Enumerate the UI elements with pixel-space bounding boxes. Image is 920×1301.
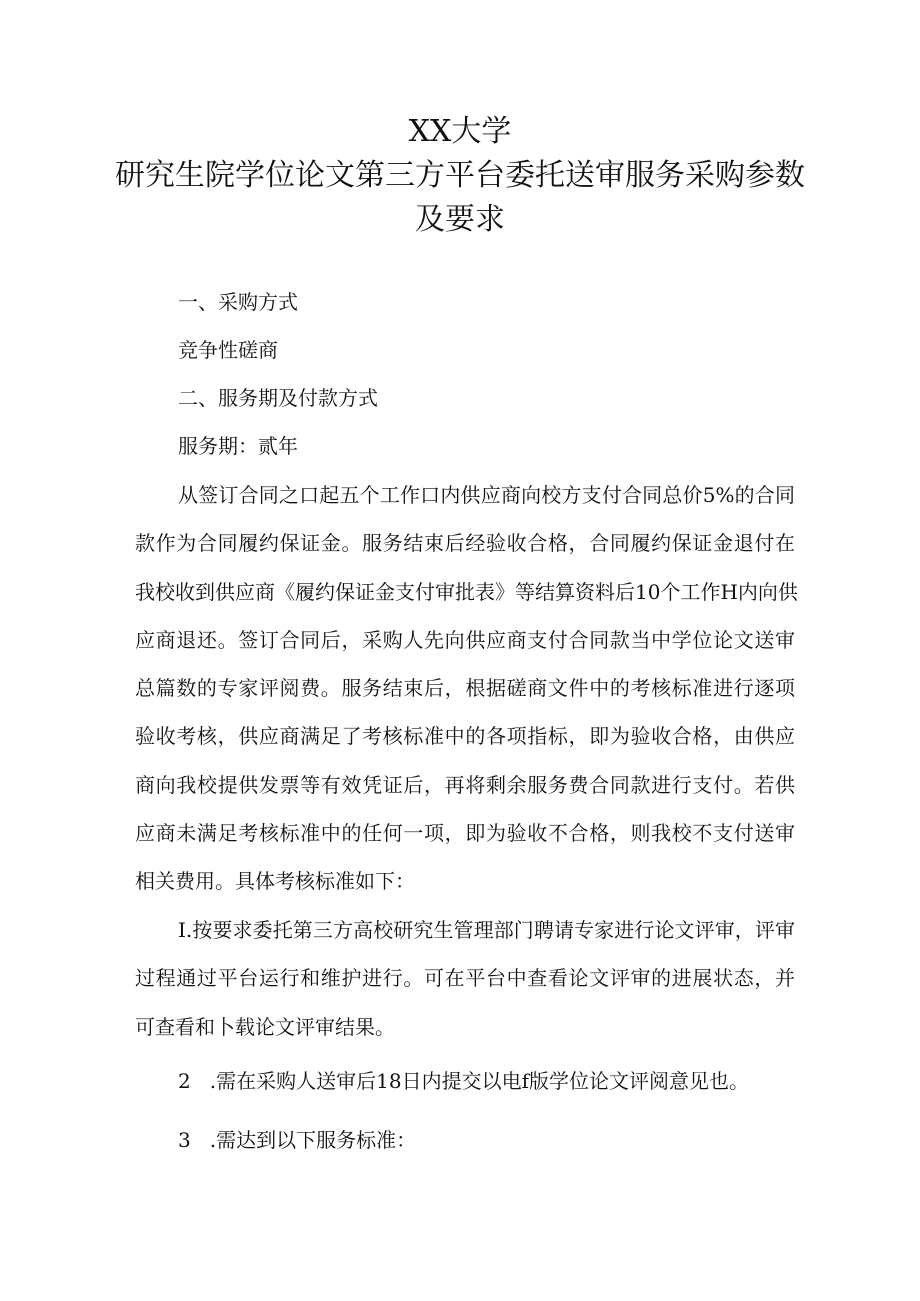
payment-paragraph-line: 相关费用。具体考核标准如下： [135, 869, 415, 893]
section-heading-service-payment: 二、服务期及付款方式 [178, 386, 378, 410]
section-heading-procurement-method: 一、采购方式 [178, 290, 298, 314]
university-title: XX大学 [408, 114, 512, 149]
payment-paragraph-line: 从签订合同之口起五个工作口内供应商向校方支付合同总价5%的合同 [178, 483, 795, 507]
payment-paragraph-line: 应商退还。签订合同后，采购人先向供应商支付合同款当中学位论文送审 [135, 628, 795, 652]
payment-paragraph-line: 验收考核，供应商满足了考核标准中的各项指标，即为验收合格，由供应 [135, 724, 795, 748]
item-1-line: I.按要求委托第三方高校研究生管理部门聘请专家进行论文评审，评审 [178, 918, 795, 942]
item-1-line: 过程通过平台运行和维护进行。可在平台中查看论文评审的进展状态，并 [135, 966, 795, 990]
payment-paragraph-line: 总篇数的专家评阅费。服务结束后，根据磋商文件中的考核标准进行逐项 [135, 676, 795, 700]
document-title: 研究生院学位论文第三方平台委托送审服务采购参数 [115, 158, 805, 193]
item-1-line: 可查看和卜载论文评审结果。 [135, 1015, 395, 1039]
item-2: 2 .需在采购人送审后18日内提交以电f版学位论文评阅意见也。 [178, 1069, 750, 1093]
payment-paragraph-line: 应商未满足考核标准中的任何一项，即为验收不合格，则我校不支付送审 [135, 821, 795, 845]
item-3: 3 .需达到以下服务标准： [178, 1128, 417, 1152]
payment-paragraph-line: 商向我校提供发票等有效凭证后，再将剩余服务费合同款进行支付。若供 [135, 773, 795, 797]
service-period: 服务期：贰年 [178, 434, 298, 458]
procurement-method-value: 竞争性磋商 [178, 338, 278, 362]
document-title-continued: 及要求 [415, 202, 505, 237]
payment-paragraph-line: 款作为合同履约保证金。服务结束后经验收合格，合同履约保证金退付在 [135, 531, 795, 555]
payment-paragraph-line: 我校收到供应商《履约保证金支付审批表》等结算资料后10个工作H内向供 [135, 580, 798, 604]
